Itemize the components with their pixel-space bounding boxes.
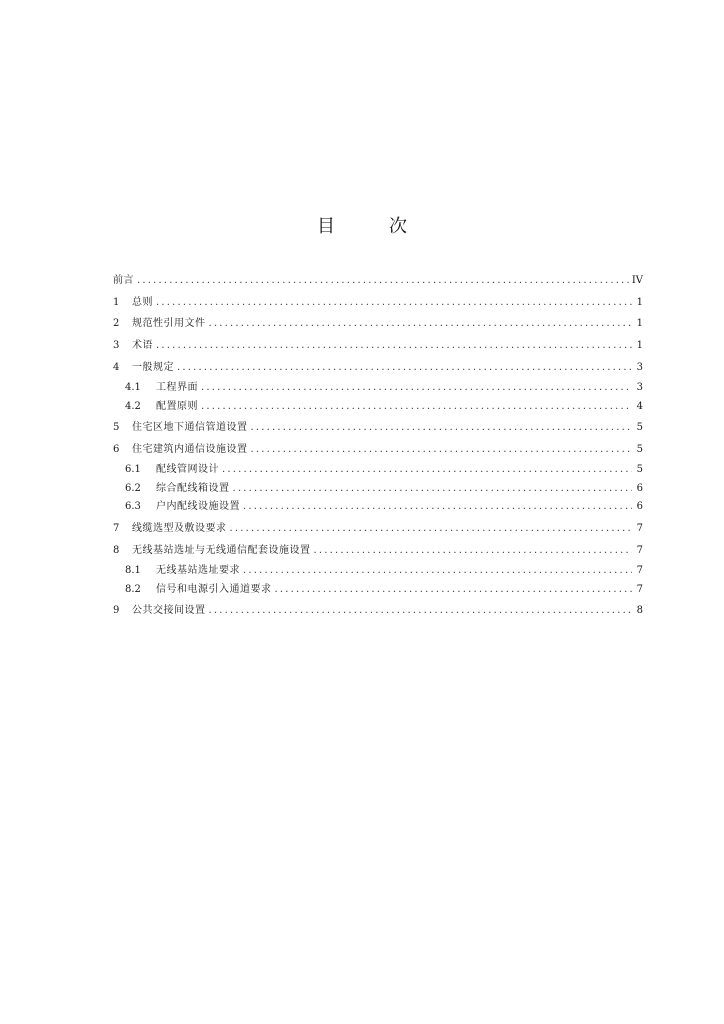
toc-dot-leader bbox=[243, 500, 632, 514]
toc-entry-label: 综合配线箱设置 bbox=[156, 482, 230, 494]
toc-entry[interactable] bbox=[113, 496, 643, 515]
toc-entry-number: 6.2 bbox=[125, 482, 141, 494]
toc-entry[interactable] bbox=[113, 353, 643, 375]
toc-entry[interactable] bbox=[113, 597, 643, 619]
toc-entry-number: 1 bbox=[113, 296, 120, 308]
toc-entry-number: 6.1 bbox=[125, 464, 141, 476]
toc-entry[interactable] bbox=[113, 457, 643, 477]
toc-entry[interactable] bbox=[113, 514, 643, 536]
toc-entry-page: 5 bbox=[636, 422, 643, 434]
toc-entry-label: 无线基站选址要求 bbox=[156, 564, 240, 576]
toc-entry-label: 总则 bbox=[132, 296, 153, 308]
toc-entry-label: 术语 bbox=[132, 340, 153, 352]
toc-entry-label: 户内配线设施设置 bbox=[156, 501, 240, 513]
toc-dot-leader bbox=[156, 339, 632, 353]
toc-entry-label: 一般规定 bbox=[132, 361, 174, 373]
toc-entry-number: 2 bbox=[113, 318, 120, 330]
toc-dot-leader bbox=[209, 604, 633, 618]
toc-entry-label: 配线管网设计 bbox=[156, 464, 219, 476]
toc-entry[interactable] bbox=[113, 331, 643, 353]
toc-dot-leader bbox=[201, 381, 632, 395]
toc-dot-leader bbox=[314, 544, 633, 558]
toc-entry-number: 8.1 bbox=[125, 564, 141, 576]
toc-entry-number: 8.2 bbox=[125, 583, 141, 595]
toc-dot-leader bbox=[275, 583, 633, 597]
toc-entry[interactable] bbox=[113, 578, 643, 597]
toc-dot-leader bbox=[230, 522, 633, 536]
toc-entry-page: 7 bbox=[636, 544, 643, 556]
toc-entry-label: 无线基站选址与无线通信配套设施设置 bbox=[132, 544, 311, 556]
toc-entry-label: 公共交接间设置 bbox=[132, 605, 206, 617]
page-title: 目 次 bbox=[317, 216, 425, 237]
toc-dot-leader bbox=[243, 564, 632, 578]
table-of-contents bbox=[113, 266, 643, 618]
toc-dot-leader bbox=[177, 361, 632, 375]
toc-entry-page: 3 bbox=[636, 361, 643, 373]
toc-entry[interactable] bbox=[113, 395, 643, 414]
toc-entry[interactable] bbox=[113, 288, 643, 310]
toc-entry[interactable] bbox=[113, 477, 643, 496]
toc-entry-page: 3 bbox=[636, 381, 643, 393]
toc-entry-number: 7 bbox=[113, 523, 120, 535]
toc-entry[interactable] bbox=[113, 266, 643, 288]
toc-entry-number: 4.1 bbox=[125, 381, 141, 393]
toc-entry-page: 1 bbox=[636, 340, 643, 352]
toc-dot-leader bbox=[251, 443, 633, 457]
toc-entry[interactable] bbox=[113, 435, 643, 457]
toc-entry-number: 8 bbox=[113, 544, 120, 556]
toc-entry-number: 3 bbox=[113, 340, 120, 352]
toc-entry-page: 7 bbox=[636, 583, 643, 595]
toc-entry-number: 6.3 bbox=[125, 501, 141, 513]
toc-entry-page: 5 bbox=[636, 464, 643, 476]
toc-entry-page: 5 bbox=[636, 444, 643, 456]
toc-entry-number: 4.2 bbox=[125, 400, 141, 412]
toc-dot-leader bbox=[209, 317, 633, 331]
toc-entry-page: 4 bbox=[636, 400, 643, 412]
toc-dot-leader bbox=[156, 296, 632, 310]
toc-entry-label: 工程界面 bbox=[156, 381, 198, 393]
toc-entry-page: IV bbox=[631, 274, 643, 286]
toc-entry[interactable] bbox=[113, 536, 643, 558]
toc-entry-number: 4 bbox=[113, 361, 120, 373]
toc-entry-page: 1 bbox=[636, 296, 643, 308]
toc-entry-page: 7 bbox=[636, 523, 643, 535]
toc-entry-label: 规范性引用文件 bbox=[132, 318, 206, 330]
toc-entry-page: 6 bbox=[636, 501, 643, 513]
toc-entry-label: 信号和电源引入通道要求 bbox=[156, 583, 272, 595]
toc-entry-number: 9 bbox=[113, 605, 120, 617]
toc-entry[interactable] bbox=[113, 414, 643, 436]
toc-entry-page: 7 bbox=[636, 564, 643, 576]
toc-entry-label: 线缆选型及敷设要求 bbox=[132, 523, 227, 535]
toc-entry-label: 住宅建筑内通信设施设置 bbox=[132, 444, 248, 456]
toc-entry-number: 5 bbox=[113, 422, 120, 434]
toc-dot-leader bbox=[201, 400, 632, 414]
toc-entry-label: 前言 bbox=[113, 274, 134, 286]
toc-entry[interactable] bbox=[113, 558, 643, 578]
toc-entry[interactable] bbox=[113, 310, 643, 332]
toc-dot-leader bbox=[137, 274, 629, 288]
toc-entry-label: 住宅区地下通信管道设置 bbox=[132, 422, 248, 434]
toc-dot-leader bbox=[251, 421, 633, 435]
toc-entry-page: 6 bbox=[636, 482, 643, 494]
toc-entry-label: 配置原则 bbox=[156, 400, 198, 412]
toc-dot-leader bbox=[222, 463, 632, 477]
toc-entry-page: 8 bbox=[636, 605, 643, 617]
toc-dot-leader bbox=[233, 482, 633, 496]
toc-entry-number: 6 bbox=[113, 444, 120, 456]
toc-entry-page: 1 bbox=[636, 318, 643, 330]
toc-entry[interactable] bbox=[113, 375, 643, 395]
